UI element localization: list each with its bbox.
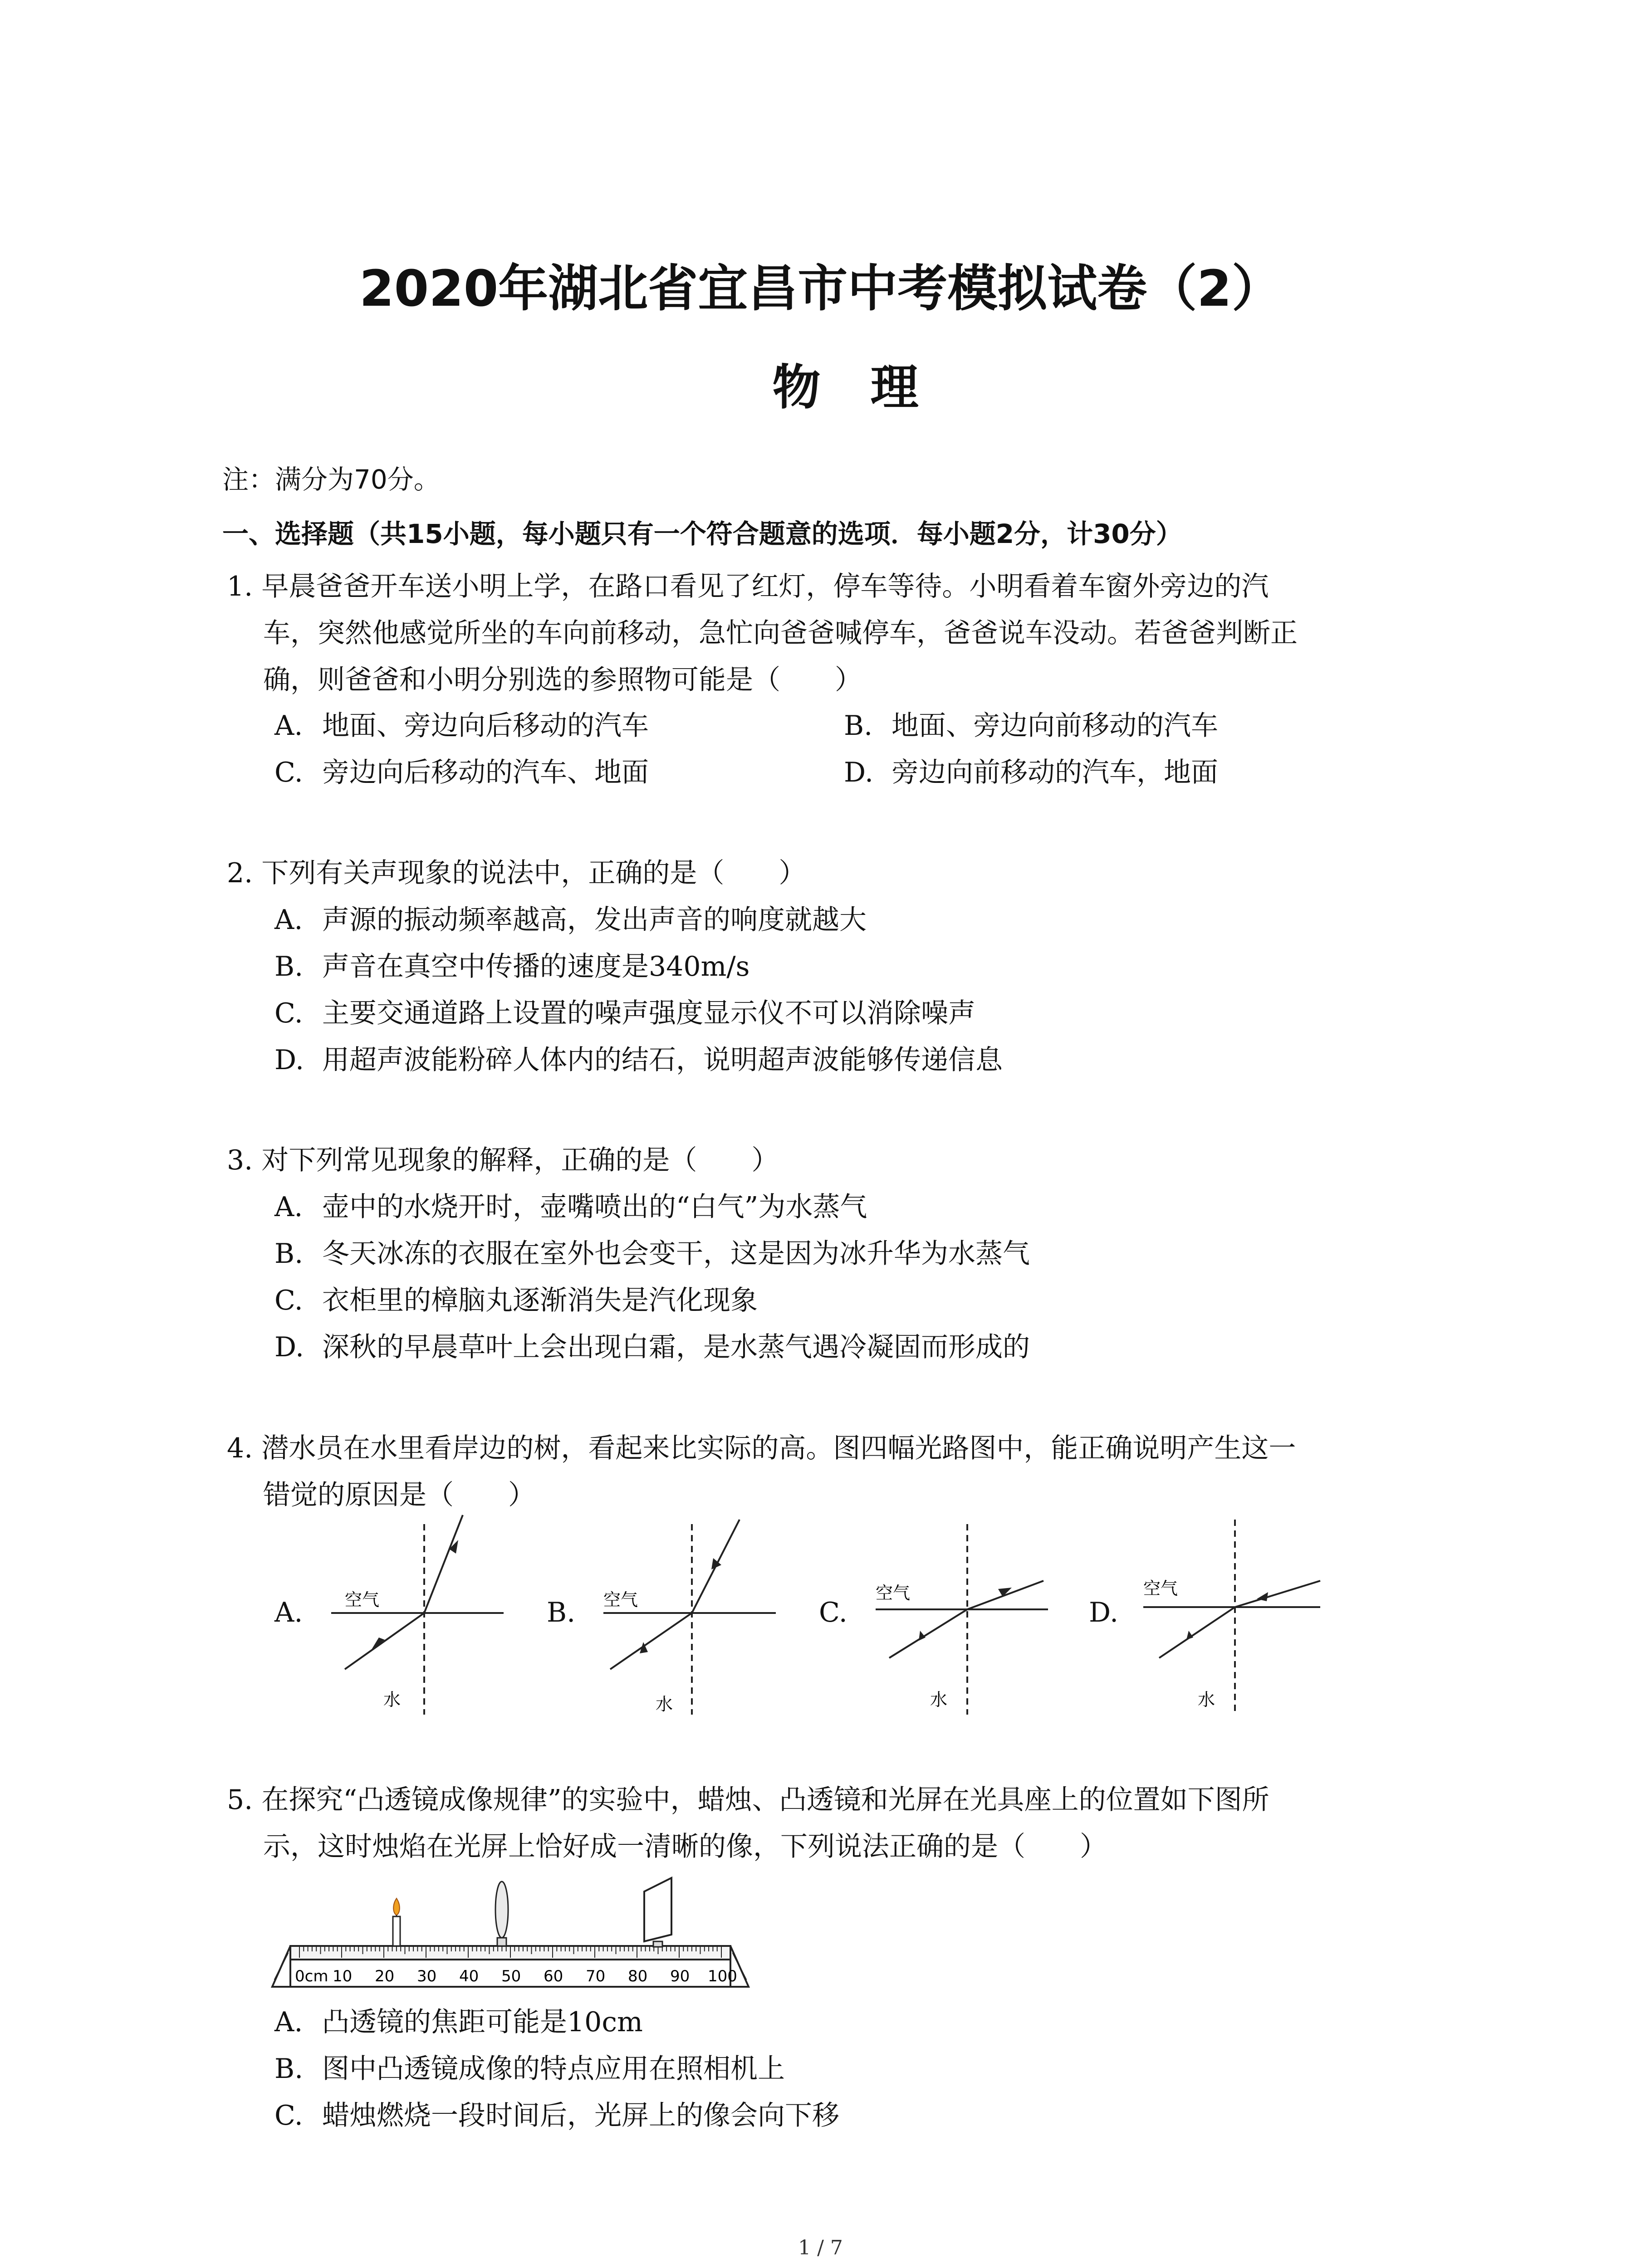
ruler-tick-label: 60 [544,1967,563,1985]
option-label: A. [274,710,303,742]
option-label: D. [274,1044,304,1076]
question-text: 示，这时烛焰在光屏上恰好成一清晰的像，下列说法正确的是（ ） [263,1831,1107,1862]
option-d [274,1325,1030,1364]
ruler-tick-label: 20 [375,1967,395,1985]
option-b [274,1232,1030,1271]
candle-flame [393,1898,400,1915]
ruler-tick-label: 70 [586,1967,606,1985]
ruler-tick-label: 90 [670,1967,690,1985]
option-c [274,751,649,790]
ruler-tick-label: 100 [708,1967,737,1985]
option-text: 旁边向后移动的汽车、地面 [322,757,649,788]
section-heading: 一、选择题（共15小题，每小题只有一个符合题意的选项．每小题2分，计30分） [222,518,1182,549]
ruler-tick-label: 50 [501,1967,521,1985]
option-text: 地面、旁边向前移动的汽车 [892,710,1218,742]
option-label: A. [274,904,303,936]
option-d: D. [1089,1597,1119,1628]
option-text: 冬天冰冻的衣服在室外也会变干，这是因为冰升华为水蒸气 [322,1238,1030,1270]
score-note: 注：满分为70分。 [222,464,440,495]
option-a [274,1185,867,1224]
option-label: A. [274,1191,303,1223]
option-b [274,2047,785,2086]
question-text: 错觉的原因是（ ） [263,1479,535,1511]
option-text: 地面、旁边向后移动的汽车 [322,710,649,742]
water-label: 水 [1198,1690,1215,1710]
water-label: 水 [383,1690,401,1710]
option-text: 用超声波能粉碎人体内的结石，说明超声波能够传递信息 [322,1044,1003,1076]
exam-title: 2020年湖北省宜昌市中考模拟试卷（2） [359,259,1282,318]
question-text: 2. 下列有关声现象的说法中，正确的是（ ） [227,857,806,889]
question-text: 1. 早晨爸爸开车送小明上学，在路口看见了红灯，停车等待。小明看着车窗外旁边的汽 [227,571,1269,602]
optical-bench-figure [268,1873,753,2005]
page-number: 1 / 7 [798,2236,843,2259]
air-label: 空气 [1143,1579,1178,1598]
air-label: 空气 [345,1590,380,1610]
light-path-diagram-a [318,1506,508,1724]
option-text: 壶中的水烧开时，壶嘴喷出的“白气”为水蒸气 [322,1191,867,1223]
option-text: 衣柜里的樟脑丸逐渐消失是汽化现象 [322,1285,758,1316]
ruler-tick-label: 40 [459,1967,479,1985]
light-path-diagram-d [1134,1506,1325,1724]
option-label: C. [274,997,303,1029]
subject-title: 物理 [772,360,969,415]
ruler-tick-label: 30 [417,1967,437,1985]
option-c: C. [819,1597,847,1628]
candle [393,1916,400,1946]
option-label: B. [274,1238,304,1270]
water-label: 水 [930,1690,948,1710]
option-text: 图中凸透镜成像的特点应用在照相机上 [322,2053,785,2085]
bench-unit-label: 0cm [295,1967,328,1985]
option-text: 深秋的早晨草叶上会出现白霜，是水蒸气遇冷凝固而形成的 [322,1331,1030,1363]
option-c [274,992,975,1031]
water-label: 水 [656,1694,673,1714]
option-label: C. [274,757,303,788]
option-a [274,898,867,937]
light-path-diagram-b [590,1506,780,1724]
option-label: B. [844,710,873,742]
option-text: 主要交通道路上设置的噪声强度显示仪不可以消除噪声 [322,997,975,1029]
option-text: 声源的振动频率越高，发出声音的响度就越大 [322,904,867,936]
option-label: D. [844,757,874,788]
option-label: D. [274,1331,304,1363]
option-b: B. [547,1597,576,1628]
option-c [274,1279,758,1318]
question-text: 3. 对下列常见现象的解释，正确的是（ ） [227,1144,779,1176]
option-label: C. [274,2100,303,2131]
option-label: B. [274,951,304,982]
option-d [274,1038,1003,1077]
convex-lens [495,1882,508,1938]
option-label: A. [274,2006,303,2038]
option-text: 旁边向前移动的汽车，地面 [892,757,1218,788]
option-text: 声音在真空中传播的速度是340m/s [322,951,750,982]
question-text: 5. 在探究“凸透镜成像规律”的实验中，蜡烛、凸透镜和光屏在光具座上的位置如下图所 [227,1784,1269,1816]
option-a: A. [274,1597,303,1628]
light-screen [644,1878,671,1941]
option-text: 蜡烛燃烧一段时间后，光屏上的像会向下移 [322,2100,839,2131]
option-label: B. [274,2053,304,2085]
air-label: 空气 [603,1590,638,1610]
option-b [274,945,749,984]
option-b [844,704,1218,743]
option-d [844,751,1218,790]
option-label: C. [274,1285,303,1316]
light-path-diagram-c [862,1506,1053,1724]
air-label: 空气 [876,1583,911,1603]
option-a [274,704,649,743]
question-text: 车，突然他感觉所坐的车向前移动，急忙向爸爸喊停车，爸爸说车没动。若爸爸判断正 [263,617,1298,649]
option-a [274,2000,643,2039]
question-text: 4. 潜水员在水里看岸边的树，看起来比实际的高。图四幅光路图中，能正确说明产生这一 [227,1432,1296,1464]
option-text: 凸透镜的焦距可能是10cm [322,2006,643,2038]
ruler-tick-label: 10 [333,1967,353,1985]
option-c [274,2094,839,2133]
question-text: 确，则爸爸和小明分别选的参照物可能是（ ） [263,664,862,696]
ruler-tick-label: 80 [628,1967,648,1985]
